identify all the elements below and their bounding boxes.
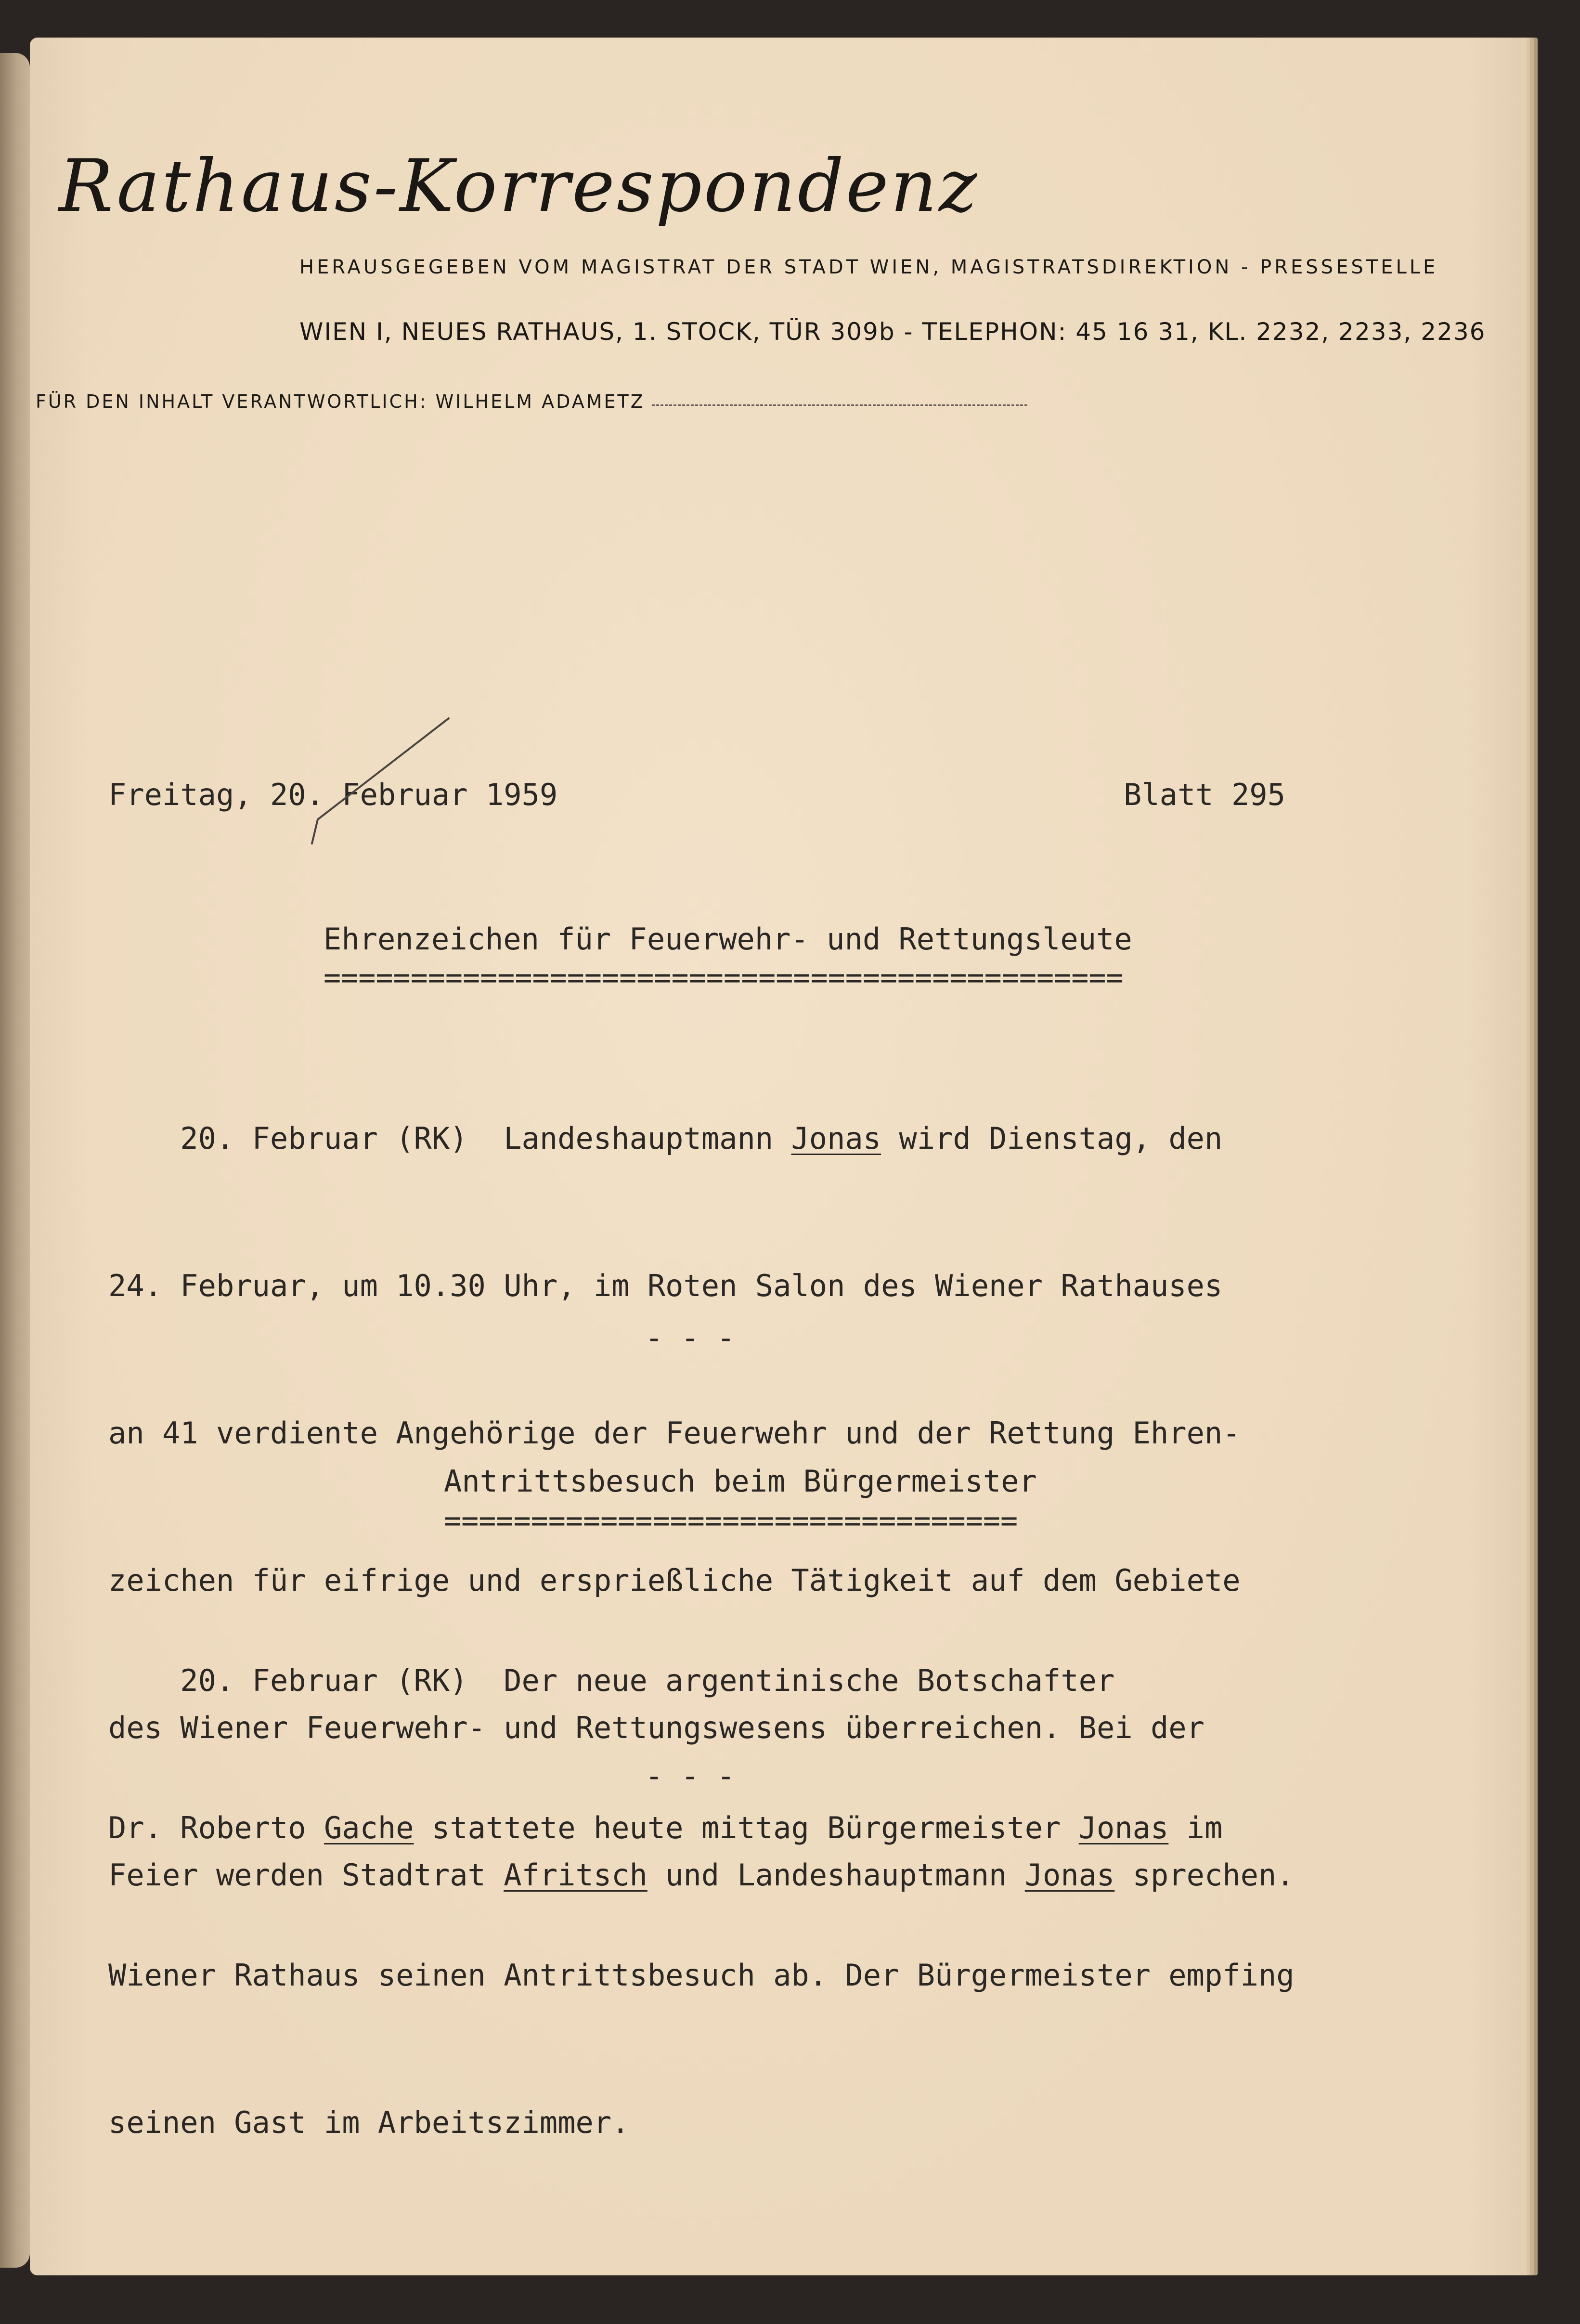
body-line: zeichen für eifrige und ersprießliche Tätigkeit auf dem Gebiete [108, 1563, 1241, 1598]
article-1-rule: ============================================== [324, 961, 1124, 995]
article-1-heading: Ehrenzeichen für Feuerwehr- und Rettungsleute [324, 922, 1132, 957]
underlined-name: Jonas [791, 1121, 881, 1156]
article-2-rule: ================================= [444, 1504, 1018, 1538]
article-2-heading: Antrittsbesuch beim Bürgermeister [444, 1464, 1037, 1499]
underlined-name: Jonas [1078, 1810, 1169, 1845]
underlined-name: Gache [324, 1810, 414, 1845]
body-line: 20. Februar (RK) Der neue argentinische Botschafter [108, 1663, 1115, 1698]
adjacent-page-edge [0, 53, 30, 2268]
body-line: seinen Gast im Arbeitszimmer. [108, 2105, 630, 2140]
date-line: Freitag, 20. Februar 1959 [108, 777, 558, 812]
body-line: Feier werden Stadtrat Afritsch und Landeshauptmann Jonas sprechen. [108, 1857, 1295, 1893]
dashed-rule [652, 404, 1027, 406]
body-line: des Wiener Feuerwehr- und Rettungswesens überreichen. Bei der [108, 1710, 1204, 1745]
article-1-separator: - - - [645, 1320, 735, 1355]
responsible-line [36, 391, 1027, 412]
article-2-separator: - - - [645, 1758, 735, 1793]
body-line: Wiener Rathaus seinen Antrittsbesuch ab. Der Bürgermeister empfing [108, 1958, 1295, 1993]
pencil-checkmark-icon [308, 713, 453, 847]
masthead-title: Rathaus-Korrespondenz [59, 144, 979, 228]
address-line: WIEN I, NEUES RATHAUS, 1. STOCK, TÜR 309b - TELEPHON: 45 16 31, KL. 2232, 2233, 2236 [299, 318, 1486, 346]
responsible-text: FÜR DEN INHALT VERANTWORTLICH: WILHELM ADAMETZ [36, 391, 645, 412]
body-line: 20. Februar (RK) Landeshauptmann Jonas wird Dienstag, den [108, 1121, 1223, 1156]
sheet-number: Blatt 295 [1124, 777, 1285, 812]
publisher-line: HERAUSGEGEBEN VOM MAGISTRAT DER STADT WIEN, MAGISTRATSDIREKTION - PRESSESTELLE [299, 256, 1438, 278]
article-2-body [108, 1558, 1295, 2196]
body-line: 24. Februar, um 10.30 Uhr, im Roten Salon des Wiener Rathauses [108, 1268, 1223, 1303]
underlined-name: Afritsch [504, 1857, 648, 1893]
underlined-name: Jonas [1024, 1857, 1115, 1893]
body-line: Dr. Roberto Gache stattete heute mittag Bürgermeister Jonas im [108, 1810, 1223, 1845]
body-line: an 41 verdiente Angehörige der Feuerwehr und der Rettung Ehren- [108, 1415, 1241, 1451]
